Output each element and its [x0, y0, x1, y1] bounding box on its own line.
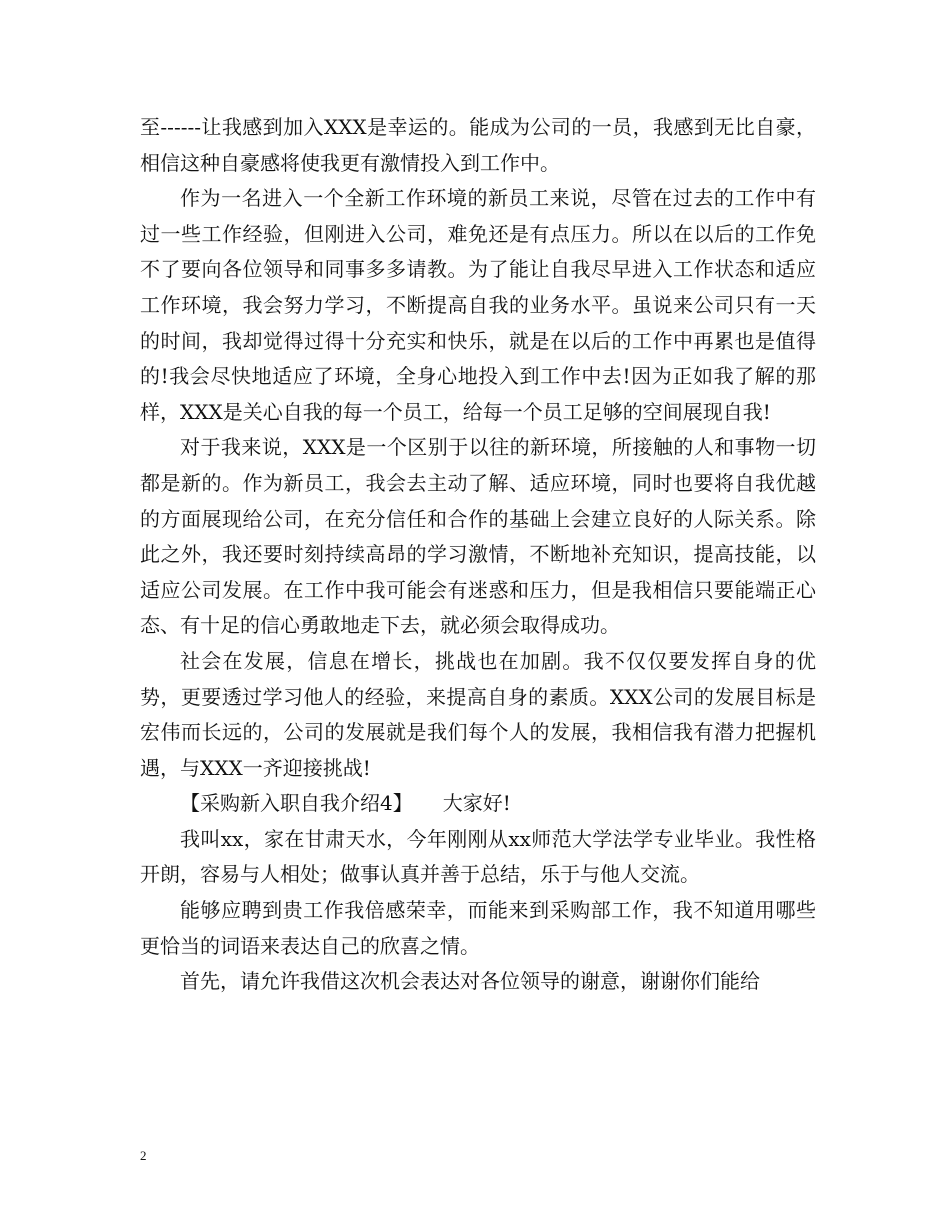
paragraph-3: 对于我来说，XXX是一个区别于以往的新环境，所接触的人和事物一切都是新的。作为新员工，我会去主动了解、适应环境，同时也要将自我优越的方面展现给公司，在充分信任和合作的基础上会建立良好的人际关系。除此之外，我还要时刻持续高昂的学习激情，不断地补充知识，提高技能，以适应公司发展。在工作中我可能会有迷惑和压力，但是我相信只要能端正心态、有十足的信心勇敢地走下去，就必须会取得成功。	[140, 435, 816, 638]
paragraph-2: 作为一名进入一个全新工作环境的新员工来说，尽管在过去的工作中有过一些工作经验，但刚进入公司，难免还是有点压力。所以在以后的工作免不了要向各位领导和同事多多请教。为了能让自我尽早进入工作状态和适应工作环境，我会努力学习，不断提高自我的业务水平。虽说来公司只有一天的时间，我却觉得过得十分充实和快乐，就是在以后的工作中再累也是值得的!我会尽快地适应了环境，全身心地投入到工作中去!因为正如我了解的那样，XXX是关心自我的每一个员工，给每一个员工足够的空间展现自我!	[140, 186, 816, 424]
body-text	[140, 110, 816, 1000]
section-heading: 【采购新入职自我介绍4】 大家好!	[180, 791, 511, 816]
paragraph-5: 我叫xx，家在甘肃天水，今年刚刚从xx师范大学法学专业毕业。我性格开朗，容易与人相处；做事认真并善于总结，乐于与他人交流。	[140, 826, 816, 887]
paragraph-6: 能够应聘到贵工作我倍感荣幸，而能来到采购部工作，我不知道用哪些更恰当的词语来表达自己的欣喜之情。	[140, 898, 816, 958]
paragraph-7: 首先，请允许我借这次机会表达对各位领导的谢意，谢谢你们能给	[180, 969, 760, 994]
page-number: 2	[140, 1148, 147, 1163]
paragraph-4: 社会在发展，信息在增长，挑战也在加剧。我不仅仅要发挥自身的优势，更要透过学习他人的经验，来提高自身的素质。XXX公司的发展目标是宏伟而长远的，公司的发展就是我们每个人的发展，我相信我有潜力把握机遇，与XXX一齐迎接挑战!	[140, 648, 816, 780]
paragraph-1: 至------让我感到加入XXX是幸运的。能成为公司的一员，我感到无比自豪，相信这种自豪感将使我更有激情投入到工作中。	[140, 115, 816, 175]
